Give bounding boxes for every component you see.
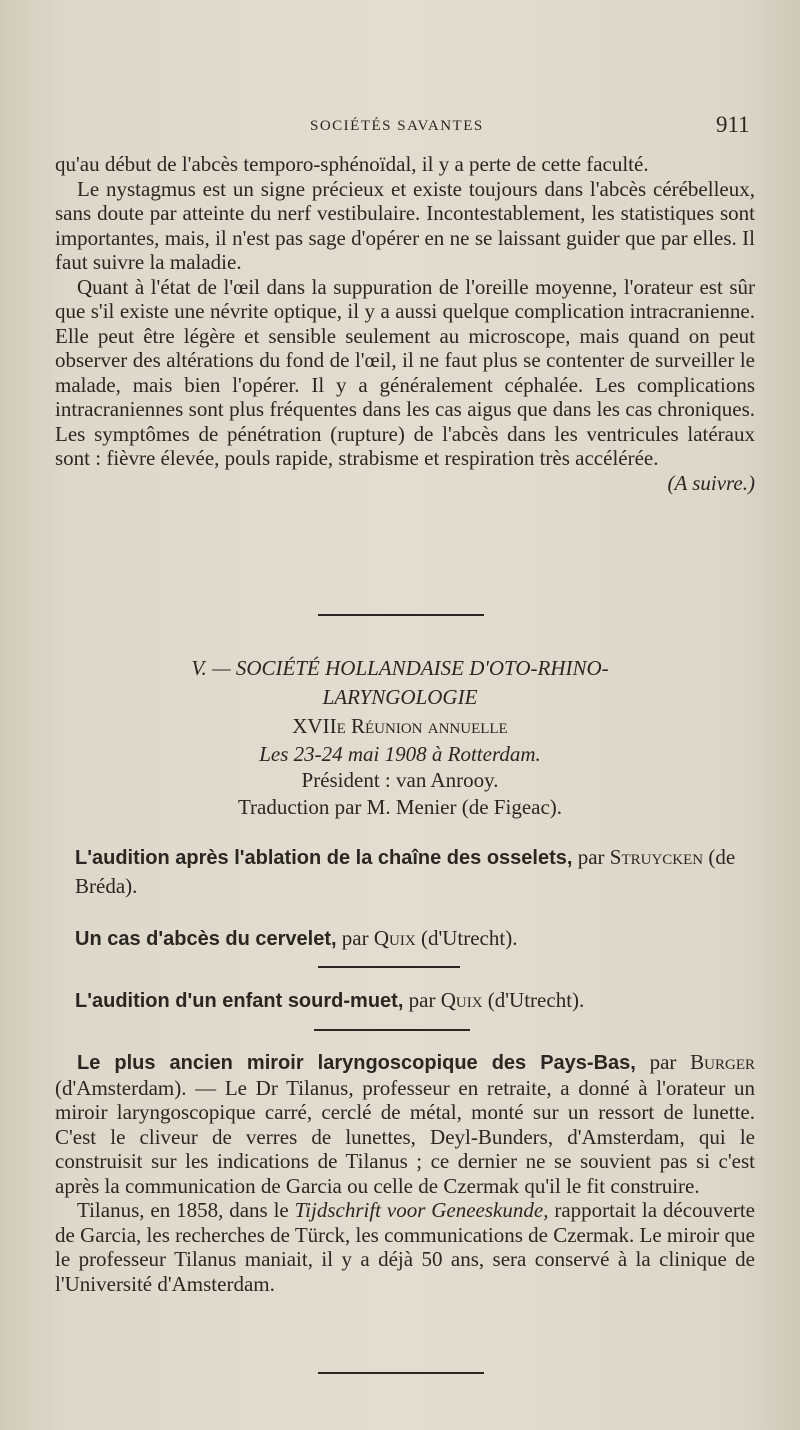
- last-entry-paragraph-2: [55, 1198, 755, 1296]
- author-name: Quix: [373, 926, 416, 950]
- end-divider: [318, 1372, 484, 1374]
- body-text-bottom: [55, 1050, 755, 1296]
- by-word: par: [577, 845, 605, 869]
- paper-entry: [75, 986, 755, 1015]
- paragraph-end: rapportait la découverte de Garcia, les recherches de Türck, les communications de Czermak. Le miroir que le professeur Tilanus maniait, il y a déjà 50 ans, sera conservé à la clinique de l'Université d'Amsterdam.: [55, 1198, 756, 1296]
- section-divider: [318, 614, 484, 616]
- dates-line: Les 23-24 mai 1908 à Rotterdam.: [259, 742, 541, 766]
- body-text-top: [55, 152, 755, 495]
- by-word: par: [341, 926, 369, 950]
- paragraph-1: qu'au début de l'abcès temporo-sphénoïdal, il y a perte de cette faculté.: [55, 152, 649, 176]
- author-name: Struycken: [609, 845, 704, 869]
- paragraph-3-text: Quant à l'état de l'œil dans la suppuration de l'oreille moyenne, l'orateur est sûr que s'il existe une névrite optique, il y a aussi quelque complication intracranienne. Elle peut être légère et sensible seulement au microscope, mais quand on peut observer des altérations du fond de l'œil, il ne faut plus se contenter de surveiller le malade, mais bien l'opérer. Il y a généralement céphalée. Les complications intracraniennes sont plus fréquentes dans les cas aigus que dans les cas chroniques. Les symptômes de pénétration (rupture) de l'abcès dans les ventricules latéraux sont : fièvre élevée, pouls rapide, strabisme et respiration très accélérée.: [55, 274, 755, 470]
- section-title-line-2: LARYNGOLOGIE: [322, 685, 478, 709]
- paragraph-2: Le nystagmus est un signe précieux et existe toujours dans l'abcès cérébelleux, sans doute par atteinte du nerf vestibulaire. Incontestablement, les statistiques sont importantes, mais, il n'est pas sage d'opérer en ne se laissant guider que par elles. Il faut suivre la maladie.: [55, 176, 755, 274]
- continued-note: (A suivre.): [667, 470, 755, 495]
- entry-divider: [318, 966, 460, 968]
- section-title-line-1: V. — SOCIÉTÉ HOLLANDAISE D'OTO-RHINO-: [191, 656, 609, 680]
- by-word: par: [408, 988, 436, 1012]
- paper-title: Un cas d'abcès du cervelet,: [75, 928, 337, 950]
- by-word: par: [649, 1050, 677, 1074]
- paragraph-start: Tilanus, en 1858, dans le: [77, 1198, 289, 1222]
- last-entry-paragraph: [55, 1050, 755, 1198]
- running-head: [0, 112, 800, 142]
- president-line: Président : van Anrooy.: [301, 768, 499, 792]
- translator-line: Traduction par M. Menier (de Figeac).: [237, 795, 563, 819]
- author-place: (d'Utrecht).: [420, 926, 518, 950]
- reunion-line: XVIIe Réunion annuelle: [292, 714, 508, 738]
- paper-title: L'audition d'un enfant sourd-muet,: [75, 990, 404, 1012]
- author-name: Burger: [690, 1050, 755, 1074]
- author-name: Quix: [440, 988, 483, 1012]
- paper-entry: [75, 843, 755, 900]
- author-place: (de Bréda).: [75, 845, 736, 898]
- paper-title: L'audition après l'ablation de la chaîne des osselets,: [75, 847, 573, 869]
- entry-text: (d'Amsterdam). — Le Dr Tilanus, professeur en retraite, a donné à l'orateur un miroir laryngoscopique carré, cerclé de métal, monté sur un ressort de lunette. C'est le cliveur de verres de lunettes, Deyl-Bunders, d'Amsterdam, qui le construisit sur les indications de Tilanus ; ce dernier ne se souvient pas si c'est après la communication de Garcia ou celle de Czermak qu'il le fit construire.: [55, 1075, 755, 1198]
- author-place: (d'Utrecht).: [487, 988, 585, 1012]
- paper-title: Le plus ancien miroir laryngoscopique des Pays-Bas,: [77, 1052, 636, 1074]
- running-title: SOCIÉTÉS SAVANTES: [310, 118, 484, 134]
- journal-name: Tijdschrift voor Geneeskunde,: [294, 1198, 549, 1222]
- entry-divider: [314, 1029, 470, 1031]
- paper-entry: [75, 924, 755, 953]
- paragraph-3: [55, 274, 755, 495]
- page-number: 911: [716, 112, 750, 137]
